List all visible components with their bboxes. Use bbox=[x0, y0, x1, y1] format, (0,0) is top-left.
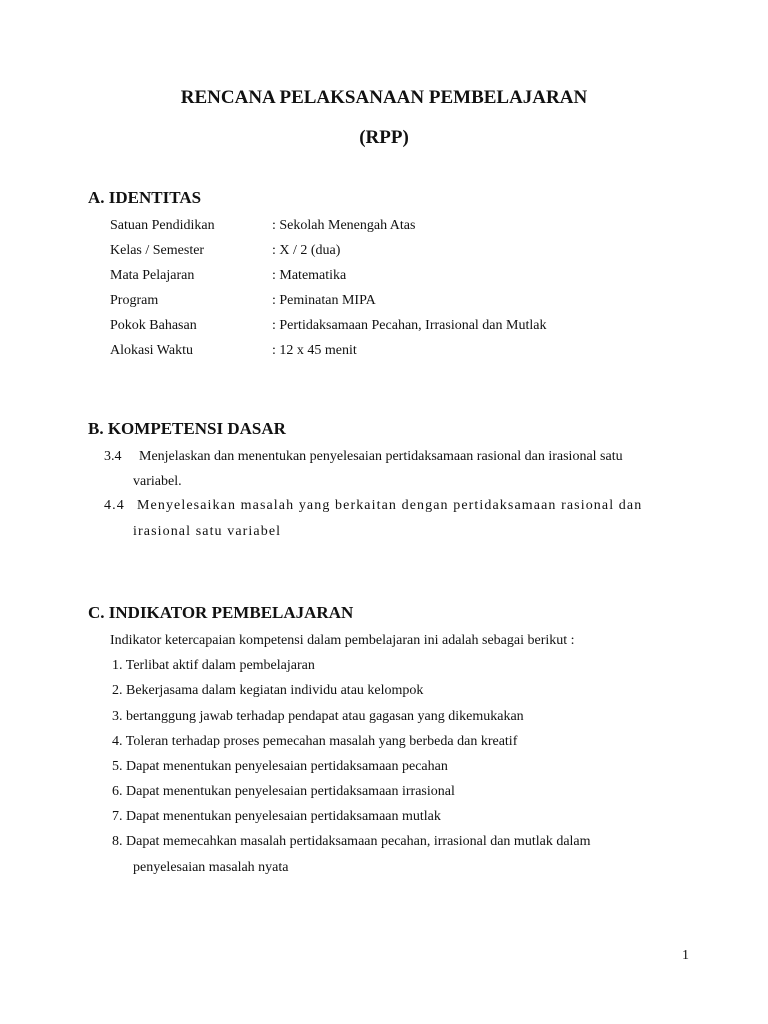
section-heading-indikator: C. INDIKATOR PEMBELAJARAN bbox=[88, 603, 354, 622]
identitas-value: : Matematika bbox=[272, 268, 347, 283]
list-item: 3. bertanggung jawab terhadap pendapat atau gagasan yang dikemukakan bbox=[112, 709, 524, 724]
identitas-label: Pokok Bahasan bbox=[110, 318, 197, 333]
section-heading-identitas: A. IDENTITAS bbox=[88, 188, 202, 207]
identitas-label: Alokasi Waktu bbox=[110, 343, 193, 358]
identitas-label: Kelas / Semester bbox=[110, 243, 205, 258]
list-item-continued: penyelesaian masalah nyata bbox=[133, 860, 289, 875]
indikator-intro: Indikator ketercapaian kompetensi dalam pembelajaran ini adalah sebagai berikut : bbox=[110, 633, 575, 648]
identitas-label: Program bbox=[110, 293, 159, 308]
list-item: 2. Bekerjasama dalam kegiatan individu atau kelompok bbox=[112, 683, 424, 698]
list-item: 4. Toleran terhadap proses pemecahan masalah yang berbeda dan kreatif bbox=[112, 734, 518, 749]
kompetensi-text: Menyelesaikan masalah yang berkaitan dengan pertidaksamaan rasional dan bbox=[137, 498, 643, 513]
page-number: 1 bbox=[682, 948, 689, 963]
identitas-value: : X / 2 (dua) bbox=[272, 243, 341, 258]
kompetensi-text-continued: variabel. bbox=[133, 474, 182, 489]
list-item: 6. Dapat menentukan penyelesaian pertidaksamaan irrasional bbox=[112, 784, 455, 799]
identitas-value: : Sekolah Menengah Atas bbox=[272, 218, 416, 233]
identitas-label: Mata Pelajaran bbox=[110, 268, 195, 283]
identitas-value: : 12 x 45 menit bbox=[272, 343, 357, 358]
section-heading-kompetensi: B. KOMPETENSI DASAR bbox=[88, 419, 286, 438]
identitas-value: : Peminatan MIPA bbox=[272, 293, 376, 308]
kompetensi-text: Menjelaskan dan menentukan penyelesaian pertidaksamaan rasional dan irasional satu bbox=[139, 449, 623, 464]
list-item: 7. Dapat menentukan penyelesaian pertidaksamaan mutlak bbox=[112, 809, 441, 824]
identitas-value: : Pertidaksamaan Pecahan, Irrasional dan Mutlak bbox=[272, 318, 547, 333]
list-item: 5. Dapat menentukan penyelesaian pertidaksamaan pecahan bbox=[112, 759, 448, 774]
document-title: RENCANA PELAKSANAAN PEMBELAJARAN bbox=[180, 87, 588, 108]
kompetensi-number: 3.4 bbox=[104, 449, 122, 464]
list-item: 1. Terlibat aktif dalam pembelajaran bbox=[112, 658, 315, 673]
kompetensi-number: 4.4 bbox=[104, 498, 125, 513]
list-item: 8. Dapat memecahkan masalah pertidaksamaan pecahan, irrasional dan mutlak dalam bbox=[112, 834, 591, 849]
document-subtitle: (RPP) bbox=[359, 127, 409, 148]
identitas-label: Satuan Pendidikan bbox=[110, 218, 215, 233]
kompetensi-text-continued: irasional satu variabel bbox=[133, 524, 282, 539]
